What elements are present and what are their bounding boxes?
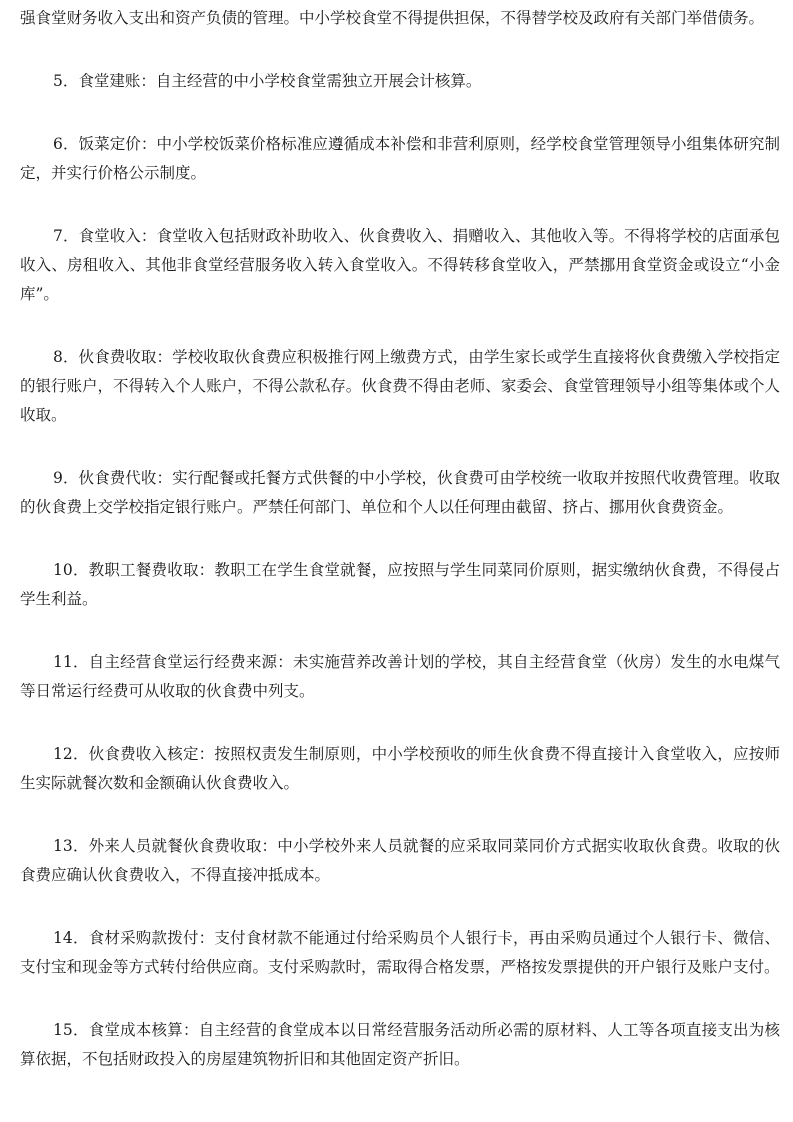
paragraph-item-7: 7．食堂收入：食堂收入包括财政补助收入、伙食费收入、捐赠收入、其他收入等。不得将学校的店面承包收入、房租收入、其他非食堂经营服务收入转入食堂收入。不得转移食堂收入，严禁挪用食堂资金或设立“小金库”。	[20, 227, 780, 303]
paragraph-item-15: 15．食堂成本核算：自主经营的食堂成本以日常经营服务活动所必需的原材料、人工等各项直接支出为核算依据，不包括财政投入的房屋建筑物折旧和其他固定资产折旧。	[20, 1021, 780, 1068]
paragraph-item-13: 13．外来人员就餐伙食费收取：中小学校外来人员就餐的应采取同菜同价方式据实收取伙食费。收取的伙食费应确认伙食费收入，不得直接冲抵成本。	[20, 837, 780, 884]
paragraph-gap	[20, 309, 780, 343]
document-page	[20, 0, 780, 1074]
paragraph-item-10: 10．教职工餐费收取：教职工在学生食堂就餐，应按照与学生同菜同价原则，据实缴纳伙食费，不得侵占学生利益。	[20, 561, 780, 608]
paragraph-item-12: 12．伙食费收入核定：按照权责发生制原则，中小学校预收的师生伙食费不得直接计入食堂收入，应按师生实际就餐次数和金额确认伙食费收入。	[20, 745, 780, 792]
paragraph-gap	[20, 522, 780, 556]
paragraph-item-11: 11．自主经营食堂运行经费来源：未实施营养改善计划的学校，其自主经营食堂（伙房）发生的水电煤气等日常运行经费可从收取的伙食费中列支。	[20, 653, 780, 700]
paragraph-gap	[20, 33, 780, 67]
paragraph-gap	[20, 982, 780, 1016]
paragraph-item-14: 14．食材采购款拨付：支付食材款不能通过付给采购员个人银行卡，再由采购员通过个人银行卡、微信、支付宝和现金等方式转付给供应商。支付采购款时，需取得合格发票，严格按发票提供的开户银行及账户支付。	[20, 929, 780, 976]
paragraph-item-5: 5．食堂建账：自主经营的中小学校食堂需独立开展会计核算。	[53, 72, 482, 90]
paragraph-gap	[20, 96, 780, 130]
paragraph-gap	[20, 188, 780, 222]
paragraph-continuation: 强食堂财务收入支出和资产负债的管理。中小学校食堂不得提供担保，不得替学校及政府有关部门举借债务。	[20, 9, 765, 27]
paragraph-gap	[20, 614, 780, 648]
paragraph-gap	[20, 890, 780, 924]
paragraph-gap	[20, 706, 780, 740]
paragraph-item-8: 8．伙食费收取：学校收取伙食费应积极推行网上缴费方式，由学生家长或学生直接将伙食费缴入学校指定的银行账户，不得转入个人账户，不得公款私存。伙食费不得由老师、家委会、食堂管理领导小组等集体或个人收取。	[20, 348, 780, 424]
paragraph-item-9: 9．伙食费代收：实行配餐或托餐方式供餐的中小学校，伙食费可由学校统一收取并按照代收费管理。收取的伙食费上交学校指定银行账户。严禁任何部门、单位和个人以任何理由截留、挤占、挪用伙食费资金。	[20, 469, 780, 516]
paragraph-gap	[20, 430, 780, 464]
paragraph-item-6: 6．饭菜定价：中小学校饭菜价格标准应遵循成本补偿和非营利原则，经学校食堂管理领导小组集体研究制定，并实行价格公示制度。	[20, 135, 780, 182]
paragraph-gap	[20, 798, 780, 832]
